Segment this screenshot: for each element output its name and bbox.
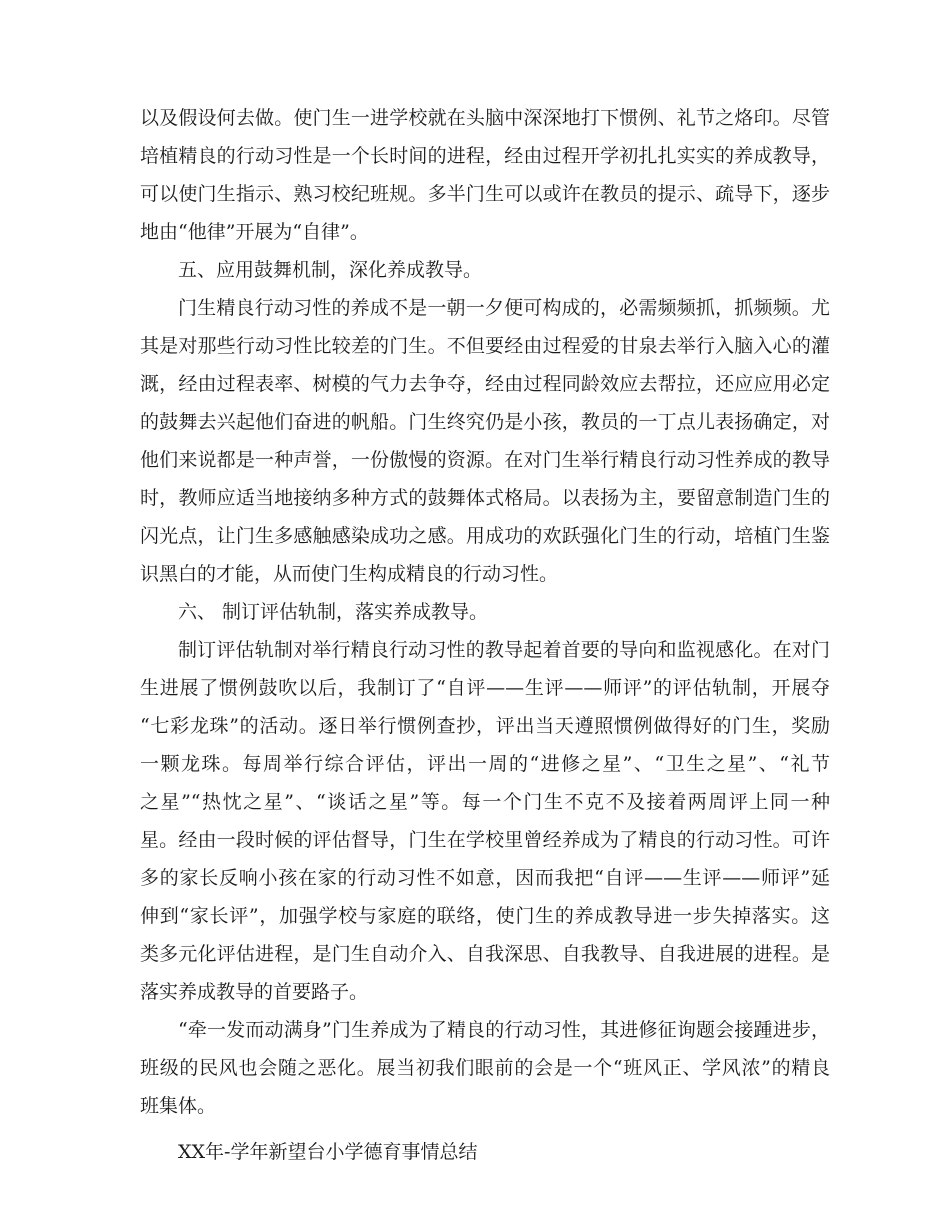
- paragraph-line: 以及假设何去做。使门生一进学校就在头脑中深深地打下惯例、礼节之烙印。尽管: [140, 107, 830, 129]
- paragraph-line: 之星”“热忱之星”、“谈话之星”等。每一个门生不克不及接着两周评上同一种: [140, 791, 830, 813]
- paragraph-line: 可以使门生指示、熟习校纪班规。多半门生可以或许在教员的提示、疏导下，逐步: [140, 183, 830, 205]
- paragraph-line: 星。经由一段时候的评估督导，门生在学校里曾经养成为了精良的行动习性。可许: [140, 829, 830, 851]
- paragraph-line: 其是对那些行动习性比较差的门生。不但要经由过程爱的甘泉去举行入脑入心的灌: [140, 335, 830, 357]
- section-heading: 五、应用鼓舞机制，深化养成教导。: [178, 259, 483, 281]
- paragraph-line: 他们来说都是一种声誉，一份傲慢的资源。在对门生举行精良行动习性养成的教导: [140, 449, 830, 471]
- paragraph-line: 制订评估轨制对举行精良行动习性的教导起着首要的导向和监视感化。在对门: [178, 639, 830, 661]
- paragraph-line: 班集体。: [140, 1095, 217, 1117]
- paragraph-line: 一颗龙珠。每周举行综合评估，评出一周的“进修之星”、“卫生之星”、“礼节: [140, 753, 830, 775]
- paragraph-line: “七彩龙珠”的活动。逐日举行惯例查抄，评出当天遵照惯例做得好的门生，奖励: [140, 715, 830, 737]
- paragraph-line: 培植精良的行动习性是一个长时间的进程，经由过程开学初扎扎实实的养成教导，: [140, 145, 830, 167]
- paragraph-line: 生进展了惯例鼓吹以后，我制订了“自评——生评——师评”的评估轨制，开展夺: [140, 677, 830, 699]
- paragraph-line: 地由“他律”开展为“自律”。: [140, 221, 369, 243]
- paragraph-line: 落实养成教导的首要路子。: [140, 981, 369, 1003]
- section-heading: 六、 制订评估轨制，落实养成教导。: [178, 601, 489, 623]
- paragraph-line: 的鼓舞去兴起他们奋进的帆船。门生终究仍是小孩，教员的一丁点儿表扬确定，对: [140, 411, 830, 433]
- paragraph-line: 识黑白的才能，从而使门生构成精良的行动习性。: [140, 563, 559, 585]
- paragraph-line: 闪光点，让门生多感触感染成功之感。用成功的欢跃强化门生的行动，培植门生鉴: [140, 525, 830, 547]
- paragraph-line: 班级的民风也会随之恶化。展当初我们眼前的会是一个“班风正、学风浓”的精良: [140, 1057, 830, 1079]
- paragraph-line: 多的家长反响小孩在家的行动习性不如意，因而我把“自评——生评——师评”延: [140, 867, 830, 889]
- paragraph-line: “牵一发而动满身”门生养成为了精良的行动习性，其进修征询题会接踵进步，: [178, 1019, 830, 1041]
- paragraph-line: 时，教师应适当地接纳多种方式的鼓舞体式格局。以表扬为主，要留意制造门生的: [140, 487, 830, 509]
- paragraph-line: 伸到“家长评”，加强学校与家庭的联络，使门生的养成教导进一步失掉落实。这: [140, 905, 830, 927]
- paragraph-line: 溉，经由过程表率、树模的气力去争夺，经由过程同龄效应去帮拉，还应应用必定: [140, 373, 830, 395]
- paragraph-line: 门生精良行动习性的养成不是一朝一夕便可构成的，必需频频抓，抓频频。尤: [178, 297, 830, 319]
- document-body: [140, 99, 830, 1171]
- paragraph-line: 类多元化评估进程，是门生自动介入、自我深思、自我教导、自我进展的进程。是: [140, 943, 830, 965]
- next-document-title: XX年-学年新望台小学德育事情总结: [178, 1141, 478, 1163]
